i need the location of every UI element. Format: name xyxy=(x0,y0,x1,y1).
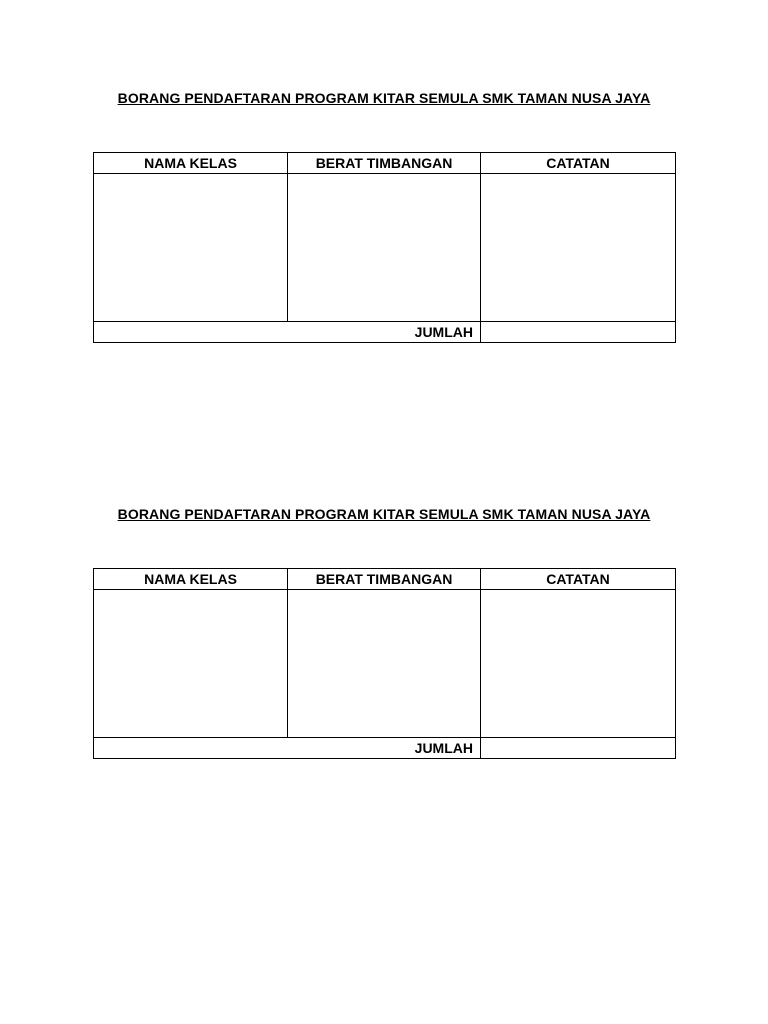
table-header-row xyxy=(94,569,676,590)
total-value-cell[interactable] xyxy=(481,738,676,759)
total-row xyxy=(94,738,676,759)
registration-table xyxy=(93,152,676,343)
registration-table xyxy=(93,568,676,759)
column-header-weight: BERAT TIMBANGAN xyxy=(288,569,481,590)
table-row xyxy=(94,174,676,322)
total-value-cell[interactable] xyxy=(481,322,676,343)
weight-cell[interactable] xyxy=(288,174,481,322)
column-header-class-name: NAMA KELAS xyxy=(94,569,288,590)
column-header-weight: BERAT TIMBANGAN xyxy=(288,153,481,174)
table-row xyxy=(94,590,676,738)
class-name-cell[interactable] xyxy=(94,174,288,322)
total-label: JUMLAH xyxy=(94,322,481,343)
column-header-notes: CATATAN xyxy=(481,569,676,590)
form-title: BORANG PENDAFTARAN PROGRAM KITAR SEMULA SMK TAMAN NUSA JAYA xyxy=(117,90,651,106)
table-header-row xyxy=(94,153,676,174)
column-header-notes: CATATAN xyxy=(481,153,676,174)
form-title: BORANG PENDAFTARAN PROGRAM KITAR SEMULA SMK TAMAN NUSA JAYA xyxy=(117,506,651,522)
column-header-class-name: NAMA KELAS xyxy=(94,153,288,174)
class-name-cell[interactable] xyxy=(94,590,288,738)
notes-cell[interactable] xyxy=(481,174,676,322)
notes-cell[interactable] xyxy=(481,590,676,738)
total-label: JUMLAH xyxy=(94,738,481,759)
weight-cell[interactable] xyxy=(288,590,481,738)
total-row xyxy=(94,322,676,343)
